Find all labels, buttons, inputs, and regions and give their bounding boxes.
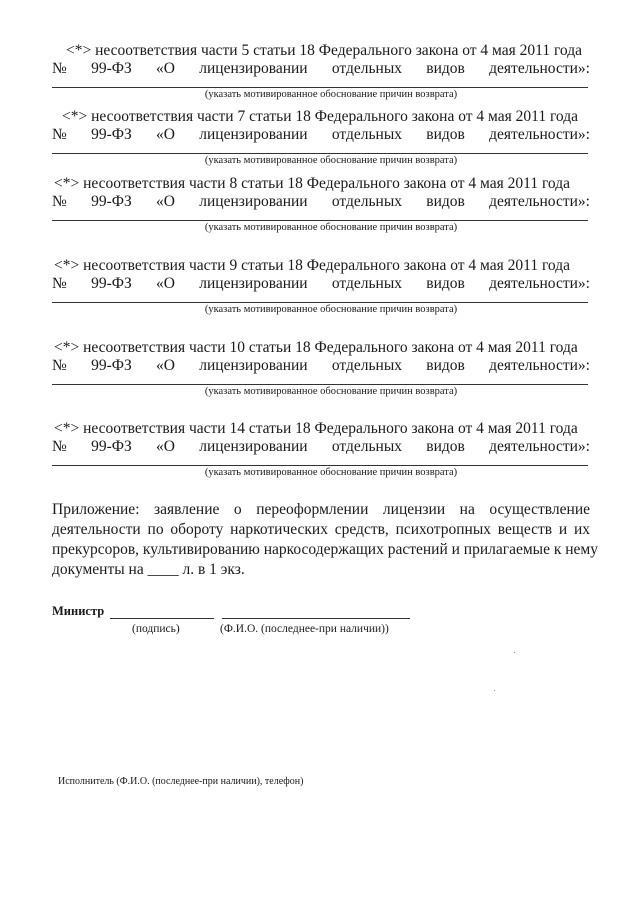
- law-word: лицензировании: [199, 275, 308, 292]
- law-word: «О: [156, 193, 175, 210]
- reason-hint: (указать мотивированное обоснование причин возврата): [204, 222, 458, 233]
- reason-block-part-7: [52, 108, 590, 167]
- reason-law-line: [52, 193, 590, 211]
- law-word: деятельности»:: [489, 357, 590, 374]
- law-word: «О: [156, 438, 175, 455]
- law-word: отдельных: [331, 60, 403, 77]
- law-word: «О: [156, 357, 175, 374]
- law-word: отдельных: [331, 126, 403, 143]
- reason-law-line: [52, 126, 590, 144]
- reason-hint: (указать мотивированное обоснование причин возврата): [204, 155, 458, 166]
- law-word: «О: [156, 60, 175, 77]
- law-word: видов: [426, 126, 465, 143]
- law-word: деятельности»:: [489, 193, 590, 210]
- scan-speck: [514, 652, 515, 653]
- reason-hint: (указать мотивированное обоснование причин возврата): [204, 467, 458, 478]
- appendix-line: Приложение: заявление о переоформлении лицензии на осуществление: [52, 501, 590, 518]
- reason-text-line: <*> несоответствия части 8 статьи 18 Федерального закона от 4 мая 2011 года: [54, 175, 570, 192]
- law-word: 99-ФЗ: [91, 60, 132, 77]
- law-word: лицензировании: [199, 357, 308, 374]
- law-word: №: [52, 60, 67, 77]
- law-word: 99-ФЗ: [91, 357, 132, 374]
- law-word: видов: [426, 438, 465, 455]
- law-word: лицензировании: [199, 126, 308, 143]
- reason-text-line: <*> несоответствия части 14 статьи 18 Федерального закона от 4 мая 2011 года: [54, 420, 578, 437]
- reason-law-line: [52, 275, 590, 293]
- law-word: отдельных: [331, 193, 403, 210]
- law-word: 99-ФЗ: [91, 126, 132, 143]
- law-word: деятельности»:: [489, 275, 590, 292]
- reason-law-line: [52, 438, 590, 456]
- signature-hint: (подпись): [132, 623, 180, 635]
- appendix-line: прекурсоров, культивированию наркосодержащих растений и прилагаемые к нему: [52, 541, 598, 558]
- law-word: 99-ФЗ: [91, 193, 132, 210]
- executor-note: Исполнитель (Ф.И.О. (последнее-при наличии), телефон): [58, 776, 304, 787]
- reason-block-part-14: [52, 420, 590, 479]
- law-word: лицензировании: [199, 193, 308, 210]
- name-line: [222, 618, 410, 619]
- reason-hint: (указать мотивированное обоснование причин возврата): [204, 304, 458, 315]
- law-word: №: [52, 275, 67, 292]
- law-word: отдельных: [331, 438, 403, 455]
- law-word: лицензировании: [199, 60, 308, 77]
- appendix-paragraph: [52, 500, 598, 580]
- signature-line: [110, 618, 214, 619]
- reason-fill-line: [52, 465, 588, 466]
- reason-text-line: <*> несоответствия части 5 статьи 18 Федерального закона от 4 мая 2011 года: [66, 42, 582, 59]
- reason-fill-line: [52, 153, 588, 154]
- minister-label: Министр: [52, 604, 105, 618]
- law-word: лицензировании: [199, 438, 308, 455]
- law-word: деятельности»:: [489, 126, 590, 143]
- law-word: видов: [426, 275, 465, 292]
- reason-block-part-8: [52, 175, 590, 234]
- reason-fill-line: [52, 87, 588, 88]
- law-word: №: [52, 193, 67, 210]
- reason-text-line: <*> несоответствия части 7 статьи 18 Федерального закона от 4 мая 2011 года: [62, 108, 578, 125]
- name-hint: (Ф.И.О. (последнее-при наличии)): [220, 623, 389, 635]
- reason-fill-line: [52, 220, 588, 221]
- law-word: 99-ФЗ: [91, 438, 132, 455]
- law-word: отдельных: [331, 357, 403, 374]
- law-word: «О: [156, 126, 175, 143]
- law-word: 99-ФЗ: [91, 275, 132, 292]
- law-word: видов: [426, 60, 465, 77]
- law-word: «О: [156, 275, 175, 292]
- law-word: №: [52, 126, 67, 143]
- law-word: видов: [426, 357, 465, 374]
- reason-law-line: [52, 60, 590, 78]
- reason-fill-line: [52, 384, 588, 385]
- reason-text-line: <*> несоответствия части 9 статьи 18 Федерального закона от 4 мая 2011 года: [54, 257, 570, 274]
- appendix-line: документы на ____ л. в 1 экз.: [52, 561, 245, 578]
- reason-block-part-10: [52, 339, 590, 398]
- reason-hint: (указать мотивированное обоснование причин возврата): [204, 89, 458, 100]
- law-word: видов: [426, 193, 465, 210]
- reason-block-part-9: [52, 257, 590, 316]
- reason-block-part-5: [52, 42, 590, 101]
- law-word: №: [52, 438, 67, 455]
- reason-text-line: <*> несоответствия части 10 статьи 18 Федерального закона от 4 мая 2011 года: [54, 339, 578, 356]
- law-word: деятельности»:: [489, 60, 590, 77]
- reason-fill-line: [52, 302, 588, 303]
- scan-speck: [494, 690, 495, 691]
- law-word: деятельности»:: [489, 438, 590, 455]
- reason-hint: (указать мотивированное обоснование причин возврата): [204, 386, 458, 397]
- law-word: №: [52, 357, 67, 374]
- law-word: отдельных: [331, 275, 403, 292]
- appendix-line: деятельности по обороту наркотических средств, психотропных веществ и их: [52, 521, 590, 538]
- reason-law-line: [52, 357, 590, 375]
